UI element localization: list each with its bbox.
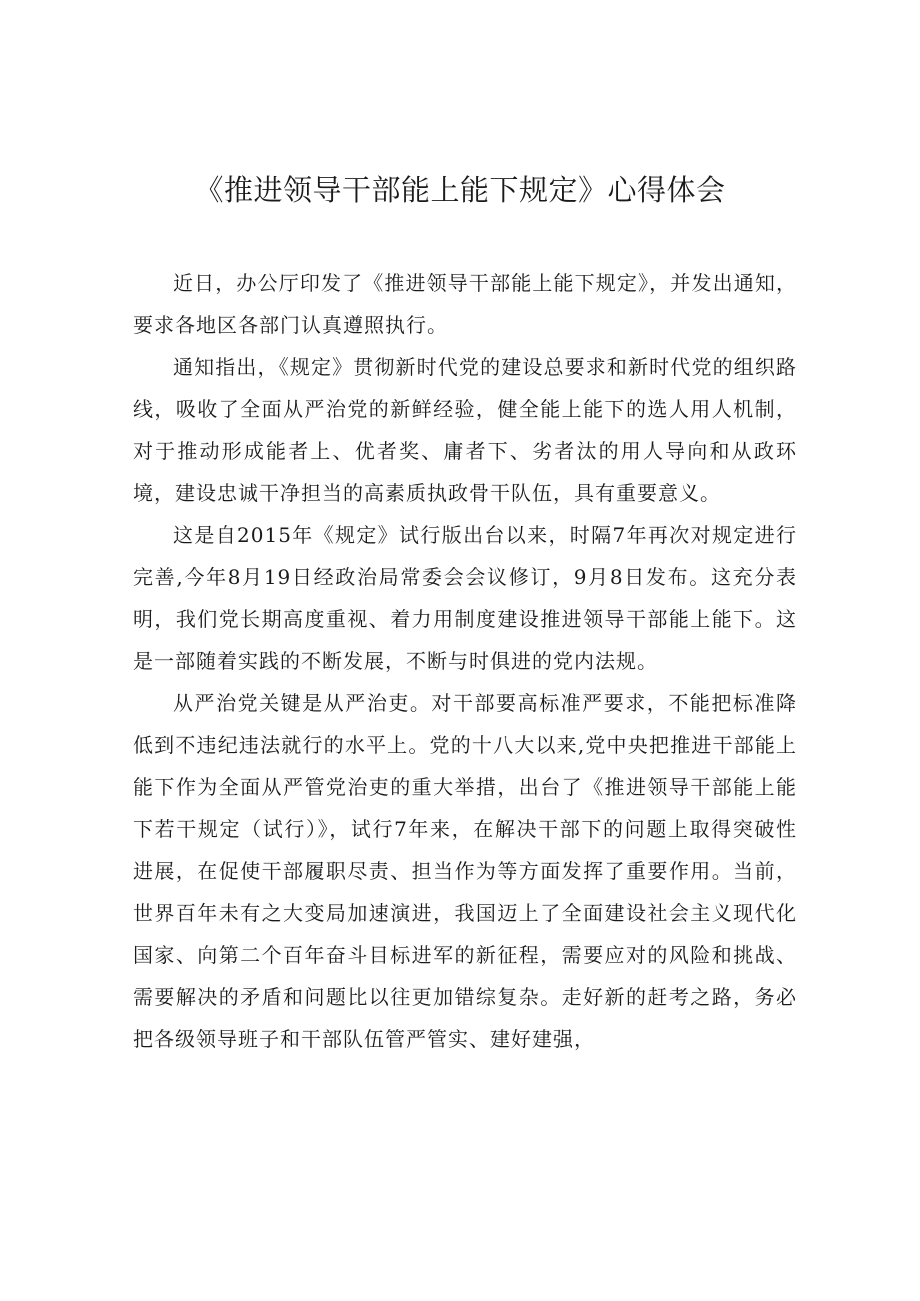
document-body (133, 262, 797, 1060)
paragraph-4: 从严治党关键是从严治吏。对干部要高标准严要求，不能把标准降低到不违纪违法就行的水平上。党的十八大以来,党中央把推进干部能上能下作为全面从严管党治吏的重大举措，出台了《推进领导干部能上能下若干规定（试行）》，试行7年来，在解决干部下的问题上取得突破性进展，在促使干部履职尽责、担当作为等方面发挥了重要作用。当前，世界百年未有之大变局加速演进，我国迈上了全面建设社会主义现代化国家、向第二个百年奋斗目标进军的新征程，需要应对的风险和挑战、需要解决的矛盾和问题比以往更加错综复杂。走好新的赶考之路，务必把各级领导班子和干部队伍管严管实、建好建强， (133, 691, 797, 1051)
paragraph-3: 这是自2015年《规定》试行版出台以来，时隔7年再次对规定进行完善,今年8月19日经政治局常委会会议修订，9月8日发布。这充分表明，我们党长期高度重视、着力用制度建设推进领导干部能上能下。这是一部随着实践的不断发展，不断与时俱进的党内法规。 (133, 523, 797, 673)
document-title: 《推进领导干部能上能下规定》心得体会 (194, 173, 726, 207)
paragraph-2: 通知指出，《规定》贯彻新时代党的建设总要求和新时代党的组织路线，吸收了全面从严治党的新鲜经验，健全能上能下的选人用人机制，对于推动形成能者上、优者奖、庸者下、劣者汰的用人导向和从政环境，建设忠诚干净担当的高素质执政骨干队伍，具有重要意义。 (133, 355, 797, 505)
paragraph-1: 近日，办公厅印发了《推进领导干部能上能下规定》，并发出通知，要求各地区各部门认真遵照执行。 (133, 271, 797, 337)
